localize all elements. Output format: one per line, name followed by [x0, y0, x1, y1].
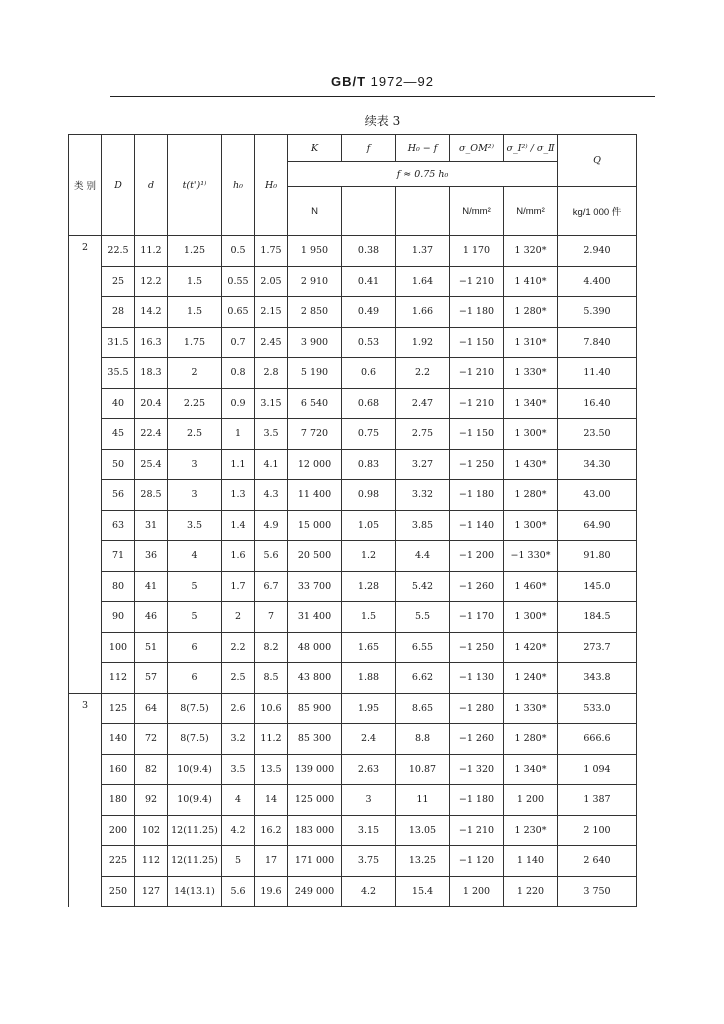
table-cell: 3.5 [222, 754, 255, 785]
table-row [69, 236, 637, 267]
table-cell: 4.400 [558, 266, 637, 297]
table-cell: 1.1 [222, 449, 255, 480]
table-cell: 125 [102, 693, 135, 724]
unit-sigma-om: N/mm² [450, 187, 504, 236]
table-cell: 2.63 [342, 754, 396, 785]
table-cell: 1 220 [504, 876, 558, 907]
table-body [69, 236, 637, 907]
table-cell: 2 [222, 602, 255, 633]
table-cell: 160 [102, 754, 135, 785]
table-row [69, 388, 637, 419]
table-cell: 45 [102, 419, 135, 450]
table-cell: 102 [135, 815, 168, 846]
table-cell: 4.1 [255, 449, 288, 480]
table-cell: 5 [168, 571, 222, 602]
table-cell: 34.30 [558, 449, 637, 480]
table-cell: 10(9.4) [168, 754, 222, 785]
table-cell: 1.92 [396, 327, 450, 358]
table-row [69, 358, 637, 389]
table-cell: 1.28 [342, 571, 396, 602]
table-cell: 1 [222, 419, 255, 450]
category-2: 2 [69, 236, 102, 694]
table-cell: 43.00 [558, 480, 637, 511]
table-cell: 2.25 [168, 388, 222, 419]
table-cell: 48 000 [288, 632, 342, 663]
table-cell: 6 [168, 663, 222, 694]
table-cell: −1 210 [450, 358, 504, 389]
table-cell: 8(7.5) [168, 724, 222, 755]
table-cell: 1.25 [168, 236, 222, 267]
standard-number: 1972—92 [370, 74, 435, 89]
table-cell: 140 [102, 724, 135, 755]
table-cell: −1 320 [450, 754, 504, 785]
standard-code: GB/T [330, 74, 367, 89]
table-row [69, 480, 637, 511]
table-cell: 31 400 [288, 602, 342, 633]
table-cell: 2.5 [168, 419, 222, 450]
col-sigma-om: σ_OM²⁾ [450, 135, 504, 162]
table-row [69, 541, 637, 572]
table-row [69, 449, 637, 480]
table-cell: 2.47 [396, 388, 450, 419]
col-Q: Q [558, 135, 637, 187]
col-d: d [135, 135, 168, 236]
table-row [69, 876, 637, 907]
table-row [69, 419, 637, 450]
col-t: t(t')¹⁾ [168, 135, 222, 236]
table-row [69, 846, 637, 877]
table-cell: 10(9.4) [168, 785, 222, 816]
table-cell: 1 340* [504, 388, 558, 419]
table-cell: 15 000 [288, 510, 342, 541]
table-cell: 1 280* [504, 724, 558, 755]
table-cell: 4.2 [342, 876, 396, 907]
table-cell: 12 000 [288, 449, 342, 480]
table-cell: −1 330* [504, 541, 558, 572]
table-cell: 1.3 [222, 480, 255, 511]
table-cell: 40 [102, 388, 135, 419]
table-title: 续表 3 [364, 114, 401, 128]
table-cell: 5.6 [222, 876, 255, 907]
table-cell: 1.75 [168, 327, 222, 358]
unit-sigma-ratio: N/mm² [504, 187, 558, 236]
table-cell: 1.6 [222, 541, 255, 572]
table-cell: 1 340* [504, 754, 558, 785]
table-cell: 91.80 [558, 541, 637, 572]
table-cell: 3 750 [558, 876, 637, 907]
table-cell: 51 [135, 632, 168, 663]
unit-f-empty [342, 187, 396, 236]
table-cell: 25.4 [135, 449, 168, 480]
table-cell: 25 [102, 266, 135, 297]
table-cell: 28.5 [135, 480, 168, 511]
table-cell: 100 [102, 632, 135, 663]
table-cell: 14 [255, 785, 288, 816]
table-cell: 1 300* [504, 510, 558, 541]
table-cell: 3.15 [255, 388, 288, 419]
table-cell: 1.75 [255, 236, 288, 267]
table-cell: 14.2 [135, 297, 168, 328]
table-cell: 139 000 [288, 754, 342, 785]
table-row [69, 663, 637, 694]
table-cell: 17 [255, 846, 288, 877]
table-cell: 8.2 [255, 632, 288, 663]
table-cell: 6.62 [396, 663, 450, 694]
table-row [69, 602, 637, 633]
table-row [69, 297, 637, 328]
table-cell: 4.3 [255, 480, 288, 511]
table-cell: 22.4 [135, 419, 168, 450]
table-row [69, 327, 637, 358]
table-row [69, 571, 637, 602]
table-cell: 1.88 [342, 663, 396, 694]
table-cell: 2 850 [288, 297, 342, 328]
table-cell: −1 200 [450, 541, 504, 572]
table-cell: 31 [135, 510, 168, 541]
table-cell: 14(13.1) [168, 876, 222, 907]
table-cell: 85 900 [288, 693, 342, 724]
table-cell: 8(7.5) [168, 693, 222, 724]
table-cell: 2 640 [558, 846, 637, 877]
table-cell: 6 [168, 632, 222, 663]
table-cell: 23.50 [558, 419, 637, 450]
table-cell: 2.15 [255, 297, 288, 328]
col-H0: H₀ [255, 135, 288, 236]
table-cell: 36 [135, 541, 168, 572]
table-cell: 4 [168, 541, 222, 572]
table-cell: 1 320* [504, 236, 558, 267]
unit-K: N [288, 187, 342, 236]
table-cell: 72 [135, 724, 168, 755]
category-3: 3 [69, 693, 102, 907]
table-cell: 11 400 [288, 480, 342, 511]
table-cell: −1 210 [450, 266, 504, 297]
table-cell: 7 [255, 602, 288, 633]
table-cell: 3.5 [255, 419, 288, 450]
table-cell: 3.75 [342, 846, 396, 877]
table-cell: −1 170 [450, 602, 504, 633]
table-row [69, 266, 637, 297]
table-cell: 0.75 [342, 419, 396, 450]
table-cell: 1 170 [450, 236, 504, 267]
table-cell: 127 [135, 876, 168, 907]
table-cell: 50 [102, 449, 135, 480]
table-cell: 12(11.25) [168, 815, 222, 846]
table-cell: 2 [168, 358, 222, 389]
table-cell: 1 240* [504, 663, 558, 694]
table-cell: 33 700 [288, 571, 342, 602]
table-cell: 3.5 [168, 510, 222, 541]
table-cell: 13.25 [396, 846, 450, 877]
table-cell: 184.5 [558, 602, 637, 633]
table-row [69, 632, 637, 663]
table-cell: 1 200 [450, 876, 504, 907]
table-cell: 1.4 [222, 510, 255, 541]
table-cell: 249 000 [288, 876, 342, 907]
table-cell: −1 150 [450, 327, 504, 358]
table-header [69, 135, 637, 236]
table-cell: 11.2 [255, 724, 288, 755]
table-cell: 1.5 [168, 266, 222, 297]
col-f: f [342, 135, 396, 162]
table-cell: 3.27 [396, 449, 450, 480]
table-cell: 343.8 [558, 663, 637, 694]
table-cell: 8.65 [396, 693, 450, 724]
table-cell: 2.05 [255, 266, 288, 297]
table-cell: −1 150 [450, 419, 504, 450]
table-cell: 1 200 [504, 785, 558, 816]
table-cell: 5.5 [396, 602, 450, 633]
table-cell: 2.8 [255, 358, 288, 389]
table-cell: 0.8 [222, 358, 255, 389]
table-cell: 64 [135, 693, 168, 724]
table-cell: 5.390 [558, 297, 637, 328]
table-cell: −1 280 [450, 693, 504, 724]
document-header [110, 74, 655, 89]
unit-Q: kg/1 000 件 [558, 187, 637, 236]
table-cell: 0.65 [222, 297, 255, 328]
table-cell: 2 910 [288, 266, 342, 297]
table-cell: 22.5 [102, 236, 135, 267]
table-cell: 2.6 [222, 693, 255, 724]
table-cell: 4.9 [255, 510, 288, 541]
table-row [69, 785, 637, 816]
table-cell: 8.8 [396, 724, 450, 755]
table-cell: 5 190 [288, 358, 342, 389]
table-cell: 63 [102, 510, 135, 541]
table-cell: 18.3 [135, 358, 168, 389]
table-cell: 1.95 [342, 693, 396, 724]
table-cell: 1 140 [504, 846, 558, 877]
table-cell: 5.6 [255, 541, 288, 572]
table-cell: 3 [342, 785, 396, 816]
table-cell: 6 540 [288, 388, 342, 419]
table-row [69, 754, 637, 785]
table-cell: 2.940 [558, 236, 637, 267]
col-H0-minus-f: H₀ − f [396, 135, 450, 162]
table-cell: 225 [102, 846, 135, 877]
table-cell: 1 410* [504, 266, 558, 297]
unit-H0-minus-f-empty [396, 187, 450, 236]
table-cell: 1 330* [504, 358, 558, 389]
table-cell: 1 310* [504, 327, 558, 358]
table-cell: −1 210 [450, 815, 504, 846]
table-cell: 1 387 [558, 785, 637, 816]
table-cell: 3.85 [396, 510, 450, 541]
table-cell: −1 130 [450, 663, 504, 694]
table-cell: 0.98 [342, 480, 396, 511]
table-cell: −1 260 [450, 724, 504, 755]
spec-table [68, 134, 637, 907]
table-cell: 12.2 [135, 266, 168, 297]
table-cell: 1.66 [396, 297, 450, 328]
table-cell: 57 [135, 663, 168, 694]
table-cell: 180 [102, 785, 135, 816]
table-cell: 183 000 [288, 815, 342, 846]
table-cell: 666.6 [558, 724, 637, 755]
table-cell: 200 [102, 815, 135, 846]
table-cell: 3 900 [288, 327, 342, 358]
table-cell: 71 [102, 541, 135, 572]
table-cell: 0.41 [342, 266, 396, 297]
table-cell: 43 800 [288, 663, 342, 694]
table-cell: 1 094 [558, 754, 637, 785]
table-cell: 2 100 [558, 815, 637, 846]
table-cell: 0.53 [342, 327, 396, 358]
table-cell: −1 180 [450, 785, 504, 816]
table-cell: 12(11.25) [168, 846, 222, 877]
table-cell: 6.7 [255, 571, 288, 602]
table-cell: 1.2 [342, 541, 396, 572]
table-cell: −1 120 [450, 846, 504, 877]
table-cell: 1.05 [342, 510, 396, 541]
table-cell: 11.2 [135, 236, 168, 267]
table-row [69, 815, 637, 846]
table-cell: 1 230* [504, 815, 558, 846]
table-cell: 5 [168, 602, 222, 633]
table-cell: 3 [168, 480, 222, 511]
table-cell: 0.49 [342, 297, 396, 328]
table-cell: 11.40 [558, 358, 637, 389]
table-row [69, 510, 637, 541]
table-cell: 0.55 [222, 266, 255, 297]
table-cell: 28 [102, 297, 135, 328]
table-cell: 145.0 [558, 571, 637, 602]
table-cell: 0.6 [342, 358, 396, 389]
table-cell: 11 [396, 785, 450, 816]
table-cell: 20.4 [135, 388, 168, 419]
table-cell: −1 250 [450, 632, 504, 663]
table-cell: 8.5 [255, 663, 288, 694]
table-cell: 1 300* [504, 602, 558, 633]
table-cell: 92 [135, 785, 168, 816]
table-cell: 3.32 [396, 480, 450, 511]
table-cell: 7 720 [288, 419, 342, 450]
table-cell: 13.5 [255, 754, 288, 785]
table-cell: 4.4 [396, 541, 450, 572]
table-cell: 250 [102, 876, 135, 907]
table-cell: −1 180 [450, 480, 504, 511]
table-cell: 125 000 [288, 785, 342, 816]
table-cell: 90 [102, 602, 135, 633]
table-cell: 0.68 [342, 388, 396, 419]
table-cell: 533.0 [558, 693, 637, 724]
table-cell: 0.7 [222, 327, 255, 358]
table-cell: 41 [135, 571, 168, 602]
table-cell: 2.45 [255, 327, 288, 358]
col-category: 类 别 [69, 135, 102, 236]
table-cell: 3.15 [342, 815, 396, 846]
table-cell: 0.83 [342, 449, 396, 480]
table-cell: 2.5 [222, 663, 255, 694]
table-cell: 3 [168, 449, 222, 480]
table-cell: 80 [102, 571, 135, 602]
table-cell: 7.840 [558, 327, 637, 358]
table-cell: 0.38 [342, 236, 396, 267]
table-cell: 64.90 [558, 510, 637, 541]
table-cell: 6.55 [396, 632, 450, 663]
table-cell: 0.9 [222, 388, 255, 419]
table-cell: −1 210 [450, 388, 504, 419]
table-cell: −1 180 [450, 297, 504, 328]
table-cell: 4.2 [222, 815, 255, 846]
table-cell: 112 [135, 846, 168, 877]
table-cell: 1.65 [342, 632, 396, 663]
table-cell: 3.2 [222, 724, 255, 755]
col-K: K [288, 135, 342, 162]
table-cell: 4 [222, 785, 255, 816]
table-cell: 1 950 [288, 236, 342, 267]
header-rule [110, 96, 655, 97]
table-row [69, 693, 637, 724]
table-cell: 112 [102, 663, 135, 694]
table-cell: 31.5 [102, 327, 135, 358]
table-cell: 1 460* [504, 571, 558, 602]
table-cell: 2.2 [396, 358, 450, 389]
table-cell: 10.6 [255, 693, 288, 724]
table-cell: 56 [102, 480, 135, 511]
table-cell: 1 420* [504, 632, 558, 663]
table-cell: 1.64 [396, 266, 450, 297]
table-cell: 16.2 [255, 815, 288, 846]
table-cell: 35.5 [102, 358, 135, 389]
deflection-condition: f ≈ 0.75 h₀ [288, 162, 558, 187]
table-cell: 15.4 [396, 876, 450, 907]
table-cell: 1 280* [504, 480, 558, 511]
table-cell: 10.87 [396, 754, 450, 785]
table-cell: 5 [222, 846, 255, 877]
table-cell: −1 250 [450, 449, 504, 480]
table-cell: 16.3 [135, 327, 168, 358]
table-cell: 85 300 [288, 724, 342, 755]
table-row [69, 724, 637, 755]
table-cell: 273.7 [558, 632, 637, 663]
table-cell: −1 260 [450, 571, 504, 602]
table-cell: 1.5 [342, 602, 396, 633]
col-D: D [102, 135, 135, 236]
table-cell: 1.7 [222, 571, 255, 602]
table-cell: 5.42 [396, 571, 450, 602]
table-cell: 19.6 [255, 876, 288, 907]
table-cell: 1.5 [168, 297, 222, 328]
table-cell: 0.5 [222, 236, 255, 267]
col-h0: h₀ [222, 135, 255, 236]
table-cell: 2.2 [222, 632, 255, 663]
table-cell: 1.37 [396, 236, 450, 267]
table-cell: 1 430* [504, 449, 558, 480]
table-cell: 1 330* [504, 693, 558, 724]
table-cell: 1 280* [504, 297, 558, 328]
table-cell: 2.4 [342, 724, 396, 755]
table-cell: 171 000 [288, 846, 342, 877]
table-cell: 1 300* [504, 419, 558, 450]
table-cell: 20 500 [288, 541, 342, 572]
table-cell: 46 [135, 602, 168, 633]
table-cell: 16.40 [558, 388, 637, 419]
table-cell: −1 140 [450, 510, 504, 541]
col-sigma-ratio: σ_I²⁾ / σ_Ⅱ [504, 135, 558, 162]
table-cell: 82 [135, 754, 168, 785]
table-cell: 2.75 [396, 419, 450, 450]
table-cell: 13.05 [396, 815, 450, 846]
